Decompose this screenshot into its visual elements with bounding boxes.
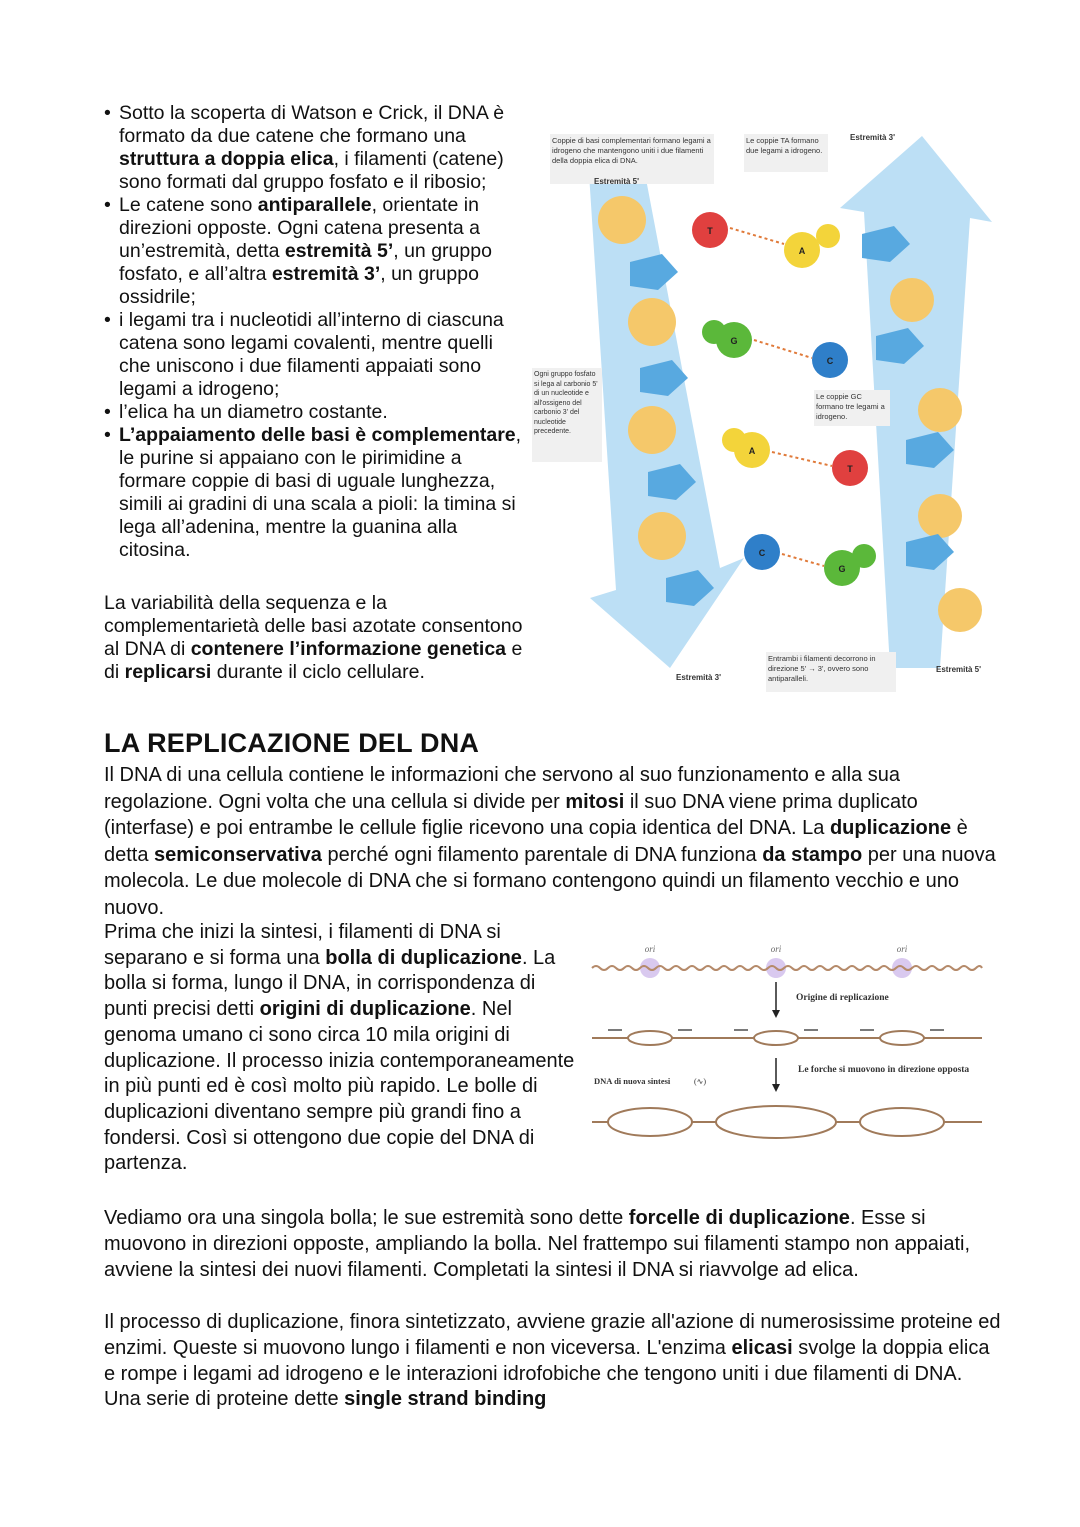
label-top-left: Estremità 5' xyxy=(594,177,640,186)
text-run: perché ogni filamento parentale di DNA funziona xyxy=(321,843,763,866)
callout-phosphate: Ogni gruppo fosfato si lega al carbonio 5' di un nucleotide e all'ossigeno del carbonio 3' del nucleotide precedente. xyxy=(534,371,598,435)
base-letter: T xyxy=(707,226,713,236)
text-run: durante il ciclo cellulare. xyxy=(211,661,425,683)
label-bottom-right: Estremità 5' xyxy=(936,665,982,674)
base-pair-4 xyxy=(744,534,876,586)
text-run: , le purine si appaiano con le pirimidine a formare coppie di basi di uguale lunghezza, simili ai gradini di una scala a pioli: la timina si lega all’adenina, mentre la guanina alla citosina. xyxy=(119,424,522,561)
bullet-list xyxy=(104,102,524,562)
bold-term: antiparallele xyxy=(257,194,372,216)
text-run: l’elica ha un diametro costante. xyxy=(119,401,388,423)
text-run: i legami tra i nucleotidi all’interno di ciascuna catena sono legami covalenti, mentre quelli che uniscono i due filamenti appaiati sono legami a idrogeno; xyxy=(119,309,504,400)
text-run: Vediamo ora una singola bolla; le sue estremità sono dette xyxy=(104,1207,629,1229)
text-run: La variabilità della sequenza e la complementarietà delle basi azotate consentono al DNA di xyxy=(104,592,523,660)
bold-term: struttura a doppia elica xyxy=(119,148,334,170)
intro-paragraph xyxy=(104,592,524,684)
text-run: Sotto la scoperta di Watson e Crick, il DNA è formato da due catene che formano una xyxy=(119,102,505,147)
base-letter: G xyxy=(730,336,738,346)
base-pair-3 xyxy=(722,428,868,486)
paragraph-1 xyxy=(104,762,1004,922)
text-run: . Esse si muovono in direzioni opposte, ampliando la bolla. Nel frattempo sui filamenti stampo non appaiati, avviene la sintesi dei nuovi filamenti. Completati la sintesi il DNA si riavvolge ad elica. xyxy=(104,1207,971,1281)
text-run: . Nel genoma umano ci sono circa 10 mila origini di duplicazione. Il processo inizia contemporaneamente in più punti ed è così molto più rapido. Le bolle di duplicazioni diventano sempre più grandi fino a fondersi. Così si ottengono due copie del DNA di partenza. xyxy=(104,998,575,1175)
bold-term: semiconservativa xyxy=(154,843,322,866)
text-run: per una nuova molecola. Le due molecole di DNA che si formano contengono quindi un filamento vecchio e uno nuovo. xyxy=(104,843,996,919)
callout-gc: Le coppie GC formano tre legami a idrogeno. xyxy=(816,392,885,421)
base-letter: T xyxy=(847,464,853,474)
text-run: il suo DNA viene prima duplicato (interfase) e poi entrambe le cellule figlie ricevono una copia identica del DNA. La xyxy=(104,790,918,840)
text-run: Prima che inizi la sintesi, i filamenti di DNA si separano e si forma una xyxy=(104,921,501,969)
section-title: LA REPLICAZIONE DEL DNA xyxy=(104,728,480,758)
bold-term: L’appaiamento delle basi è complementare xyxy=(119,424,516,446)
paragraph-2 xyxy=(104,920,579,1177)
label-top-right: Estremità 3' xyxy=(850,133,896,142)
bold-term: da stampo xyxy=(762,843,863,866)
bold-term: estremità 5’ xyxy=(284,240,394,262)
dna-double-helix-figure xyxy=(530,128,1000,700)
callout-pairs: Coppie di basi complementari formano legami a idrogeno che mantengono uniti i due filamenti della doppia elica di DNA. xyxy=(552,136,711,165)
new-dna-label: DNA di nuova sintesi xyxy=(594,1076,671,1086)
replication-figure xyxy=(588,940,988,1155)
text-run: , un gruppo ossidrile; xyxy=(119,263,479,308)
bold-term: mitosi xyxy=(565,790,625,813)
base-letter: C xyxy=(758,548,766,558)
bold-term: estremità 3’ xyxy=(271,263,381,285)
paragraph-4 xyxy=(104,1310,1004,1413)
bullet-item xyxy=(104,401,524,424)
base-pair-2 xyxy=(702,320,848,378)
bold-term: origini di duplicazione xyxy=(259,998,471,1021)
bold-term: bolla di duplicazione xyxy=(325,946,522,969)
bullet-item xyxy=(104,424,524,562)
text-run: Le catene sono xyxy=(119,194,258,216)
ori-label: ori xyxy=(770,944,782,954)
label-bottom-left: Estremità 3' xyxy=(676,673,722,682)
callout-antiparallel: Entrambi i filamenti decorrono in direzione 5' → 3', ovvero sono antiparalleli. xyxy=(768,654,876,683)
large-bubbles xyxy=(592,1106,982,1138)
text-run: , i filamenti (catene) sono formati dal gruppo fosfato e il ribosio; xyxy=(119,148,504,193)
forks-label: Le forche si muovono in direzione opposta xyxy=(798,1065,970,1075)
forks-label-line xyxy=(798,1065,969,1075)
bullet-item xyxy=(104,102,524,194)
bold-term: elicasi xyxy=(731,1336,793,1359)
small-bubbles xyxy=(592,1031,982,1045)
callout-ta: Le coppie TA formano due legami a idrogeno. xyxy=(746,136,823,155)
bold-term: duplicazione xyxy=(829,817,952,840)
text-run: Il DNA di una cellula contiene le informazioni che servono al suo funzionamento e alla sua regolazione. Ogni volta che una cellula si divide per xyxy=(104,764,901,813)
bold-term: replicarsi xyxy=(124,661,212,683)
bold-term: contenere l’informazione genetica xyxy=(190,638,507,660)
text-run: . La bolla si forma, lungo il DNA, in corrispondenza di punti precisi detti xyxy=(104,946,556,1021)
bold-term: forcelle di duplicazione xyxy=(628,1207,850,1229)
ori-label: ori xyxy=(896,944,908,954)
text-run: e di xyxy=(104,638,523,683)
bullet-item xyxy=(104,309,524,401)
base-letter: A xyxy=(748,446,756,456)
text-run: Il processo di duplicazione, finora sintetizzato, avviene grazie all'azione di numerosissime proteine ed enzimi. Queste si muovono lungo i filamenti e non viceversa. L'enzima xyxy=(104,1311,1001,1359)
text-run: svolge la doppia elica e rompe i legami ad idrogeno e le interazioni idrofobiche che tengono uniti i due filamenti di DNA. Una serie di proteine dette xyxy=(104,1336,990,1411)
bullet-item xyxy=(104,194,524,309)
base-letter: C xyxy=(826,356,834,366)
base-letter: A xyxy=(798,246,806,256)
ori-label: ori xyxy=(644,944,656,954)
new-dna-symbol: (∿) xyxy=(694,1077,707,1086)
base-pair-1 xyxy=(692,212,840,268)
base-letter: G xyxy=(838,564,846,574)
text-run: è detta xyxy=(104,817,968,866)
text-run: , orientate in direzioni opposte. Ogni catena presenta a un’estremità, detta xyxy=(119,194,480,262)
bold-term: single strand binding xyxy=(344,1388,547,1411)
text-run: , un gruppo fosfato, e all’altra xyxy=(119,240,492,285)
origin-label: Origine di replicazione xyxy=(796,993,889,1003)
paragraph-3 xyxy=(104,1206,1004,1283)
